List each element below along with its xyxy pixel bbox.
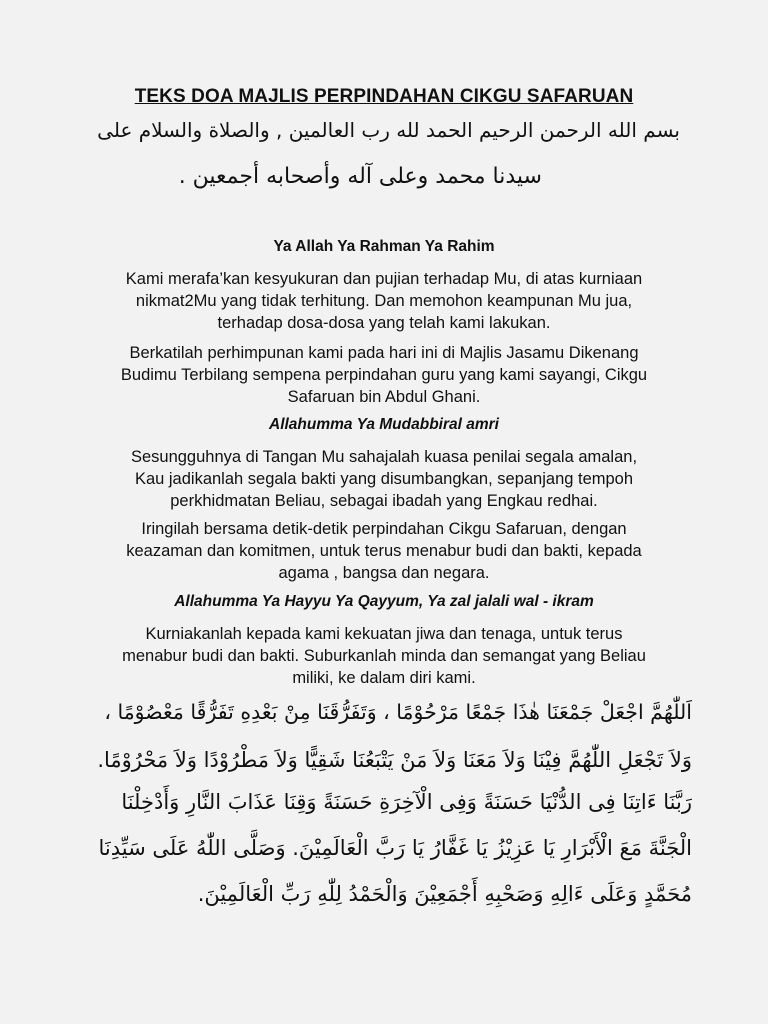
paragraph-line: Kau jadikanlah segala bakti yang disumbangkan, sepanjang tempoh bbox=[134, 470, 634, 488]
closing-arabic-line-4: الْجَنَّةَ مَعَ الْأَبْرَارِ يَا عَزِيْزُ يَا غَفَّارُ يَا رَبَّ الْعَالَمِيْنَ. وَصَلَّى اللّٰهُ عَلَى سَيِّدِنَا bbox=[98, 836, 692, 860]
paragraph-line: Safaruan bin Abdul Ghani. bbox=[287, 388, 481, 406]
paragraph-line: miliki, ke dalam diri kami. bbox=[292, 669, 476, 687]
paragraph-line: agama , bangsa dan negara. bbox=[278, 564, 490, 582]
section-heading-2: Allahumma Ya Mudabbiral amri bbox=[269, 416, 499, 433]
section-heading-1: Ya Allah Ya Rahman Ya Rahim bbox=[273, 238, 495, 255]
paragraph-1 bbox=[74, 268, 694, 334]
paragraph-line: nikmat2Mu yang tidak terhitung. Dan memohon keampunan Mu jua, bbox=[135, 292, 633, 310]
opening-arabic-line-2: سيدنا محمد وعلى آله وأصحابه أجمعين . bbox=[178, 164, 542, 189]
section-heading-3: Allahumma Ya Hayyu Ya Qayyum, Ya zal jalali wal - ikram bbox=[174, 593, 594, 610]
closing-arabic-line-2: وَلاَ تَجْعَلِ اللّٰهُمَّ فِيْنَا وَلاَ مَعَنَا وَلاَ مَنْ يَتْبَعُنَا شَقِيًّا وَلاَ مَطْرُوْدًا وَلاَ مَحْرُوْمًا. bbox=[97, 748, 692, 772]
paragraph-line: Kami merafa’kan kesyukuran dan pujian terhadap Mu, di atas kurniaan bbox=[125, 270, 643, 288]
paragraph-line: terhadap dosa-dosa yang telah kami lakukan. bbox=[217, 314, 551, 332]
paragraph-line: Berkatilah perhimpunan kami pada hari ini di Majlis Jasamu Dikenang bbox=[129, 344, 639, 362]
paragraph-3 bbox=[74, 446, 694, 512]
paragraph-line: perkhidmatan Beliau, sebagai ibadah yang Engkau redhai. bbox=[170, 492, 598, 510]
paragraph-line: Iringilah bersama detik-detik perpindahan Cikgu Safaruan, dengan bbox=[141, 520, 627, 538]
closing-arabic-line-3: رَبَّنَا ءَاتِنَا فِى الدُّنْيَا حَسَنَةً وَفِى الْآخِرَةِ حَسَنَةً وَقِنَا عَذَابَ النَّارِ وَأَدْخِلْنَا bbox=[121, 790, 692, 814]
paragraph-line: Budimu Terbilang sempena perpindahan guru yang kami sayangi, Cikgu bbox=[120, 366, 648, 384]
paragraph-4 bbox=[74, 518, 694, 584]
document-title: TEKS DOA MAJLIS PERPINDAHAN CIKGU SAFARUAN bbox=[134, 86, 634, 107]
paragraph-line: Kurniakanlah kepada kami kekuatan jiwa dan tenaga, untuk terus bbox=[145, 625, 623, 643]
paragraph-2 bbox=[74, 342, 694, 408]
paragraph-line: menabur budi dan bakti. Suburkanlah minda dan semangat yang Beliau bbox=[122, 647, 646, 665]
closing-arabic-line-5: مُحَمَّدٍ وَعَلَى ءَالِهِ وَصَحْبِهِ أَجْمَعِيْنَ وَالْحَمْدُ لِلّٰهِ رَبِّ الْعَالَمِيْنَ. bbox=[197, 882, 692, 906]
paragraph-5 bbox=[74, 623, 694, 689]
paragraph-line: Sesungguhnya di Tangan Mu sahajalah kuasa penilai segala amalan, bbox=[130, 448, 638, 466]
closing-arabic-line-1: اَللّٰهُمَّ اجْعَلْ جَمْعَنَا هٰذَا جَمْعًا مَرْحُوْمًا ، وَتَفَرُّقَنَا مِنْ بَعْدِهِ تَفَرُّقًا مَعْصُوْمًا ، bbox=[104, 700, 692, 724]
paragraph-line: keazaman dan komitmen, untuk terus menabur budi dan bakti, kepada bbox=[126, 542, 642, 560]
opening-arabic-line-1: بسم الله الرحمن الرحيم الحمد لله رب العالمين , والصلاة والسلام على bbox=[97, 118, 680, 142]
